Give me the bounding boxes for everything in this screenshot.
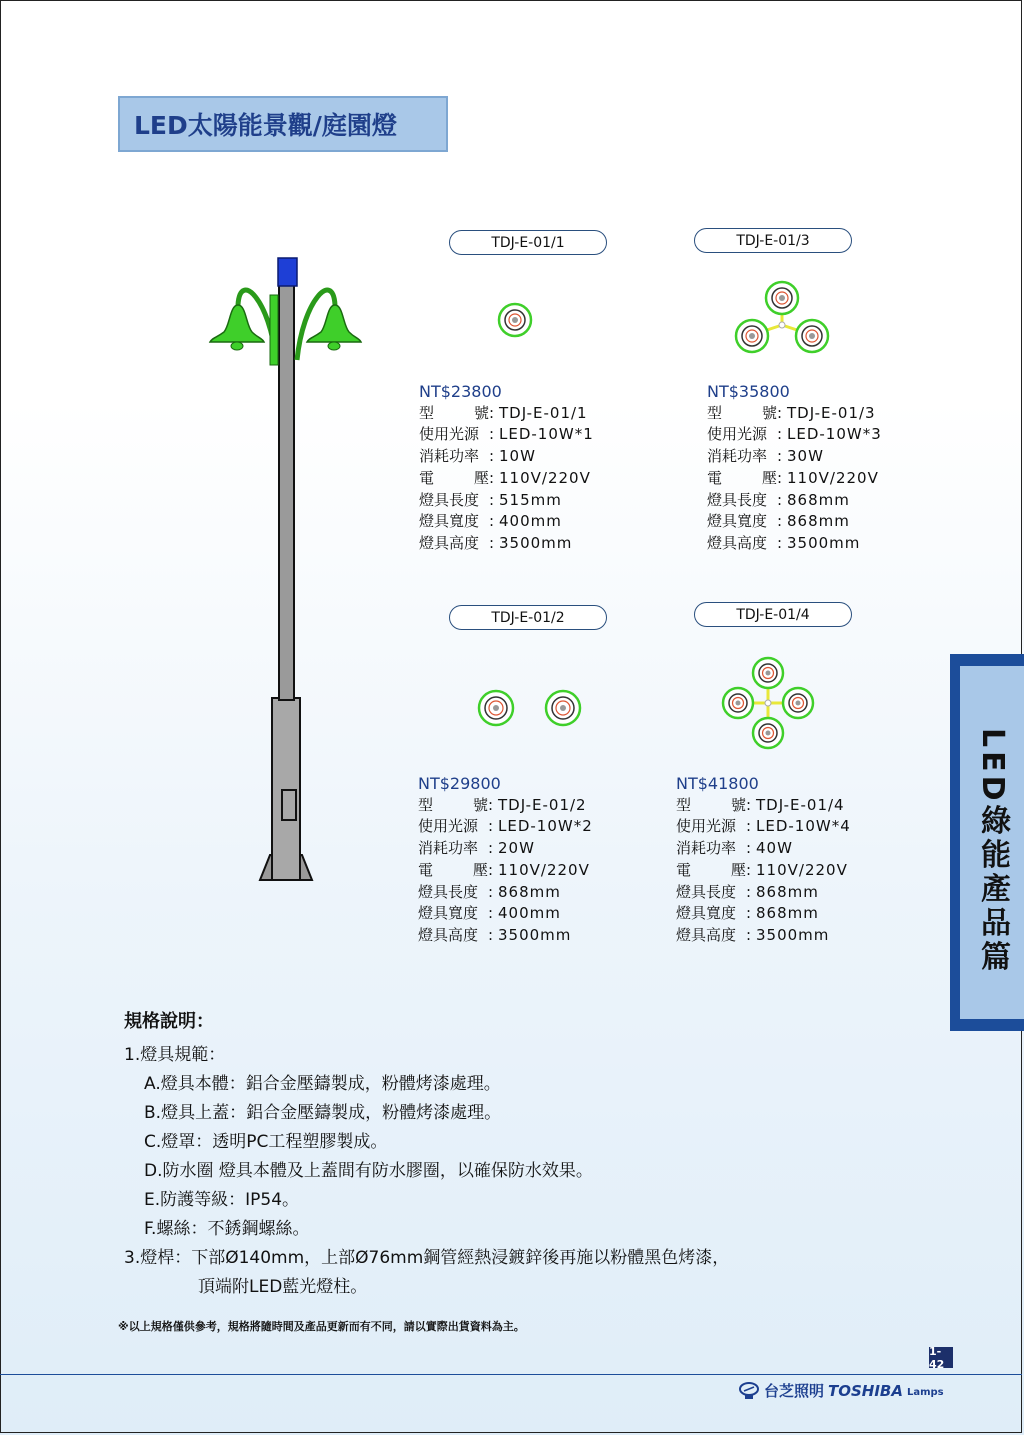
- disclaimer: ※以上規格僅供參考，規格將隨時間及產品更新而有不同，請以實際出貨資料為主。: [118, 1320, 525, 1333]
- top-view-01-2-icon: [474, 687, 586, 729]
- top-view-01-4-icon: [718, 655, 818, 751]
- spec-row-voltage: 電 壓 : 110V/220V: [707, 468, 879, 487]
- model-pill-01-2: TDJ-E-01/2: [449, 605, 607, 630]
- spec-note-line: B.燈具上蓋：鋁合金壓鑄製成，粉體烤漆處理。: [144, 1103, 502, 1123]
- price: NT$35800: [707, 382, 790, 401]
- spec-notes: [124, 1007, 729, 1302]
- blue-light-column: [278, 258, 297, 286]
- spec-row-height: 燈具高度 : 3500mm: [707, 533, 861, 552]
- spec-row-light-source: 使用光源 : LED-10W*2: [418, 817, 593, 836]
- spec-row-voltage: 電 壓 : 110V/220V: [418, 860, 590, 879]
- brand-english-name: TOSHIBA: [828, 1381, 903, 1400]
- spec-row-model: 型 號 : TDJ-E-01/4: [676, 795, 845, 814]
- footer-divider: [0, 1374, 1022, 1375]
- spec-row-height: 燈具高度 : 3500mm: [419, 533, 573, 552]
- spec-row-model: 型 號 : TDJ-E-01/3: [707, 403, 876, 422]
- price: NT$41800: [676, 774, 759, 793]
- spec-row-length: 燈具長度 : 868mm: [707, 490, 850, 509]
- model-pill-01-1: TDJ-E-01/1: [449, 230, 607, 255]
- spec-row-height: 燈具高度 : 3500mm: [418, 925, 572, 944]
- model-pill-01-3: TDJ-E-01/3: [694, 228, 852, 253]
- page-title: LED太陽能景觀/庭園燈: [118, 96, 448, 152]
- lamp-post-illustration: [200, 250, 375, 890]
- spec-row-power: 消耗功率 : 10W: [419, 447, 536, 466]
- spec-row-light-source: 使用光源 : LED-10W*1: [419, 425, 594, 444]
- spec-block-01-4: [676, 773, 851, 947]
- spec-row-width: 燈具寬度 : 400mm: [419, 512, 562, 531]
- side-section-label: LED綠能產品篇: [975, 728, 1010, 975]
- brand-logo: [738, 1380, 944, 1401]
- spec-note-line: E.防護等級：IP54。: [144, 1190, 300, 1210]
- brand-chinese-name: 台芝照明: [764, 1382, 825, 1400]
- price: NT$23800: [419, 382, 502, 401]
- spec-row-voltage: 電 壓 : 110V/220V: [419, 468, 591, 487]
- spec-note-line: D.防水圈 燈具本體及上蓋間有防水膠圈，以確保防水效果。: [144, 1161, 593, 1181]
- spec-row-power: 消耗功率 : 40W: [676, 839, 793, 858]
- spec-row-length: 燈具長度 : 868mm: [418, 882, 561, 901]
- spec-row-length: 燈具長度 : 515mm: [419, 490, 562, 509]
- spec-row-power: 消耗功率 : 20W: [418, 839, 535, 858]
- side-section-tab: [950, 654, 1024, 1031]
- page-number: 1-42: [929, 1347, 953, 1368]
- spec-row-width: 燈具寬度 : 400mm: [418, 904, 561, 923]
- spec-row-power: 消耗功率 : 30W: [707, 447, 824, 466]
- top-view-01-1-icon: [495, 300, 535, 340]
- spec-note-line: A.燈具本體：鋁合金壓鑄製成，粉體烤漆處理。: [144, 1074, 501, 1094]
- spec-row-light-source: 使用光源 : LED-10W*3: [707, 425, 882, 444]
- spec-row-width: 燈具寬度 : 868mm: [707, 512, 850, 531]
- brand-suffix: Lamps: [906, 1387, 944, 1398]
- top-view-01-3-icon: [730, 278, 835, 358]
- model-pill-01-4: TDJ-E-01/4: [694, 602, 852, 627]
- price: NT$29800: [418, 774, 501, 793]
- spec-note-line: F.螺絲：不銹鋼螺絲。: [144, 1219, 310, 1239]
- spec-row-model: 型 號 : TDJ-E-01/1: [419, 403, 588, 422]
- lamp-arm-bracket: [270, 295, 278, 365]
- spec-block-01-1: [419, 381, 594, 555]
- spec-notes-heading: 規格說明：: [124, 1011, 214, 1032]
- lamp-shade-left: [210, 305, 264, 342]
- spec-row-voltage: 電 壓 : 110V/220V: [676, 860, 848, 879]
- lamp-shade-right: [307, 305, 361, 342]
- spec-note-line: 1.燈具規範：: [124, 1045, 226, 1065]
- spec-row-length: 燈具長度 : 868mm: [676, 882, 819, 901]
- spec-block-01-2: [418, 773, 593, 947]
- spec-row-model: 型 號 : TDJ-E-01/2: [418, 795, 587, 814]
- spec-row-light-source: 使用光源 : LED-10W*4: [676, 817, 851, 836]
- bulb-logo-icon: [738, 1381, 760, 1401]
- spec-note-line: C.燈罩：透明PC工程塑膠製成。: [144, 1132, 388, 1152]
- lamp-upper-pole: [279, 280, 294, 700]
- spec-row-height: 燈具高度 : 3500mm: [676, 925, 830, 944]
- spec-note-line: 3.燈桿：下部Ø140mm，上部Ø76mm鋼管經熱浸鍍鋅後再施以粉體黑色烤漆，: [124, 1248, 730, 1268]
- spec-block-01-3: [707, 381, 882, 555]
- spec-row-width: 燈具寬度 : 868mm: [676, 904, 819, 923]
- spec-note-line: 頂端附LED藍光燈柱。: [198, 1277, 368, 1297]
